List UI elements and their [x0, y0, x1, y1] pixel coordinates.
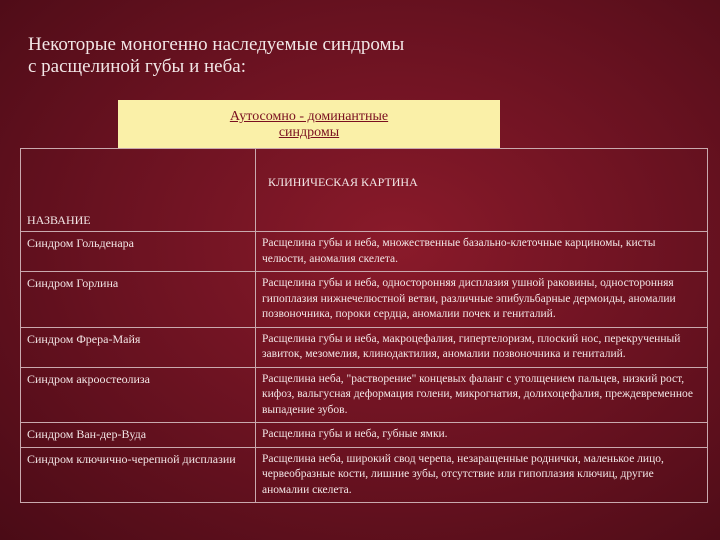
syndrome-name: Синдром Ван-дер-Вуда — [21, 423, 256, 448]
syndrome-name: Синдром Горлина — [21, 272, 256, 328]
syndromes-table — [20, 148, 708, 503]
syndrome-description: Расщелина неба, широкий свод черепа, незаращенные роднички, маленькое лицо, червеобразные кости, лишние зубы, отсутствие или гипоплазия ключиц, другие аномалии скелета. — [256, 447, 708, 503]
syndrome-description: Расщелина губы и неба, множественные базально-клеточные карциномы, кисты челюсти, аномалия скелета. — [256, 232, 708, 272]
syndrome-description: Расщелина губы и неба, губные ямки. — [256, 423, 708, 448]
table-row — [21, 447, 708, 503]
syndrome-name: Синдром Фрера-Майя — [21, 327, 256, 367]
table-row — [21, 232, 708, 272]
banner-line-2: синдромы — [278, 125, 340, 140]
slide-title-line-2: с расщелиной губы и неба: — [28, 56, 246, 77]
table-row — [21, 423, 708, 448]
slide-title-line-1: Некоторые моногенно наследуемые синдромы — [28, 34, 405, 55]
header-clinical: КЛИНИЧЕСКАЯ КАРТИНА — [256, 149, 708, 232]
syndrome-description: Расщелина неба, "растворение" концевых фаланг с утолщением пальцев, низкий рост, кифоз, вальгусная деформация голени, микрогнатия, долихоцефалия, преждевременное выпадение зубов. — [256, 367, 708, 423]
syndrome-description: Расщелина губы и неба, макроцефалия, гипертелоризм, плоский нос, перекрученный завиток, мезомелия, клинодактилия, аномалии позвоночника и гениталий. — [256, 327, 708, 367]
syndrome-name: Синдром ключично-черепной дисплазии — [21, 447, 256, 503]
table-row — [21, 327, 708, 367]
syndrome-description: Расщелина губы и неба, односторонняя дисплазия ушной раковины, односторонняя гипоплазия нижнечелюстной ветви, различные эпибульбарные дермоиды, аномалии позвоночника, пороки сердца, аномалии почек и гениталий. — [256, 272, 708, 328]
banner-line-1: Аутосомно - доминантные — [229, 109, 389, 124]
header-name: НАЗВАНИЕ — [21, 149, 256, 232]
slide-title — [28, 34, 628, 78]
table-header-row — [21, 149, 708, 232]
table-row — [21, 367, 708, 423]
inheritance-banner — [118, 100, 500, 148]
syndrome-name: Синдром Гольденара — [21, 232, 256, 272]
table-row — [21, 272, 708, 328]
syndrome-name: Синдром акроостеолиза — [21, 367, 256, 423]
